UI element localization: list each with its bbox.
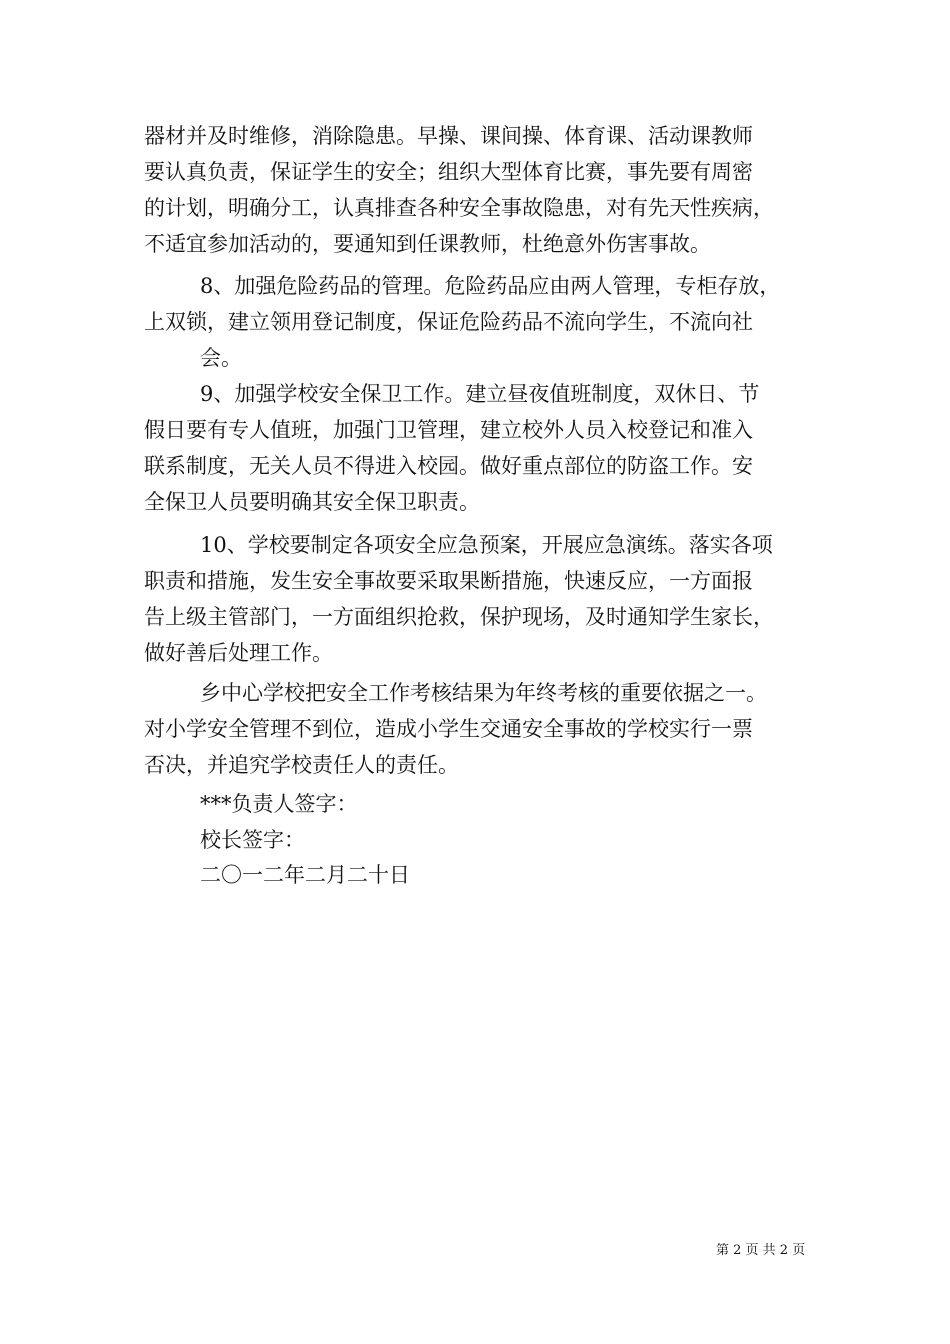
principal-signature-label: 校长签字：: [200, 828, 305, 852]
item-10-line-3: 告上级主管部门，一方面组织抢救，保护现场，及时通知学生家长，: [144, 605, 774, 629]
summary-line-3: 否决，并追究学校责任人的责任。: [144, 753, 459, 777]
body-line-4: 不适宜参加活动的，要通知到任课教师，杜绝意外伤害事故。: [144, 232, 711, 256]
item-8-line-3: 会。: [200, 346, 242, 370]
page-number-footer: 第 2 页 共 2 页: [716, 1243, 806, 1258]
item-10-line-2: 职责和措施，发生安全事故要采取果断措施，快速反应，一方面报: [144, 569, 753, 593]
item-9-line-1: 9、加强学校安全保卫工作。建立昼夜值班制度，双休日、节: [200, 382, 760, 406]
summary-line-2: 对小学安全管理不到位，造成小学生交通安全事故的学校实行一票: [144, 717, 753, 741]
body-line-2: 要认真负责，保证学生的安全；组织大型体育比赛，事先要有周密: [144, 160, 753, 184]
document-date: 二〇一二年二月二十日: [200, 863, 410, 887]
item-8-line-1: 8、加强危险药品的管理。危险药品应由两人管理，专柜存放，: [200, 274, 781, 298]
item-9-line-3: 联系制度，无关人员不得进入校园。做好重点部位的防盗工作。安: [144, 454, 753, 478]
item-9-line-2: 假日要有专人值班，加强门卫管理，建立校外人员入校登记和准入: [144, 418, 753, 442]
item-10-line-1: 10、学校要制定各项安全应急预案，开展应急演练。落实各项: [200, 533, 773, 557]
responsible-signature-label: ***负责人签字：: [200, 792, 358, 816]
body-line-3: 的计划，明确分工，认真排查各种安全事故隐患，对有先天性疾病，: [144, 196, 774, 220]
body-line-1: 器材并及时维修，消除隐患。早操、课间操、体育课、活动课教师: [144, 124, 753, 148]
item-8-line-2: 上双锁，建立领用登记制度，保证危险药品不流向学生，不流向社: [144, 310, 753, 334]
item-9-line-4: 全保卫人员要明确其安全保卫职责。: [144, 490, 480, 514]
summary-line-1: 乡中心学校把安全工作考核结果为年终考核的重要依据之一。: [200, 681, 767, 705]
item-10-line-4: 做好善后处理工作。: [144, 641, 333, 665]
